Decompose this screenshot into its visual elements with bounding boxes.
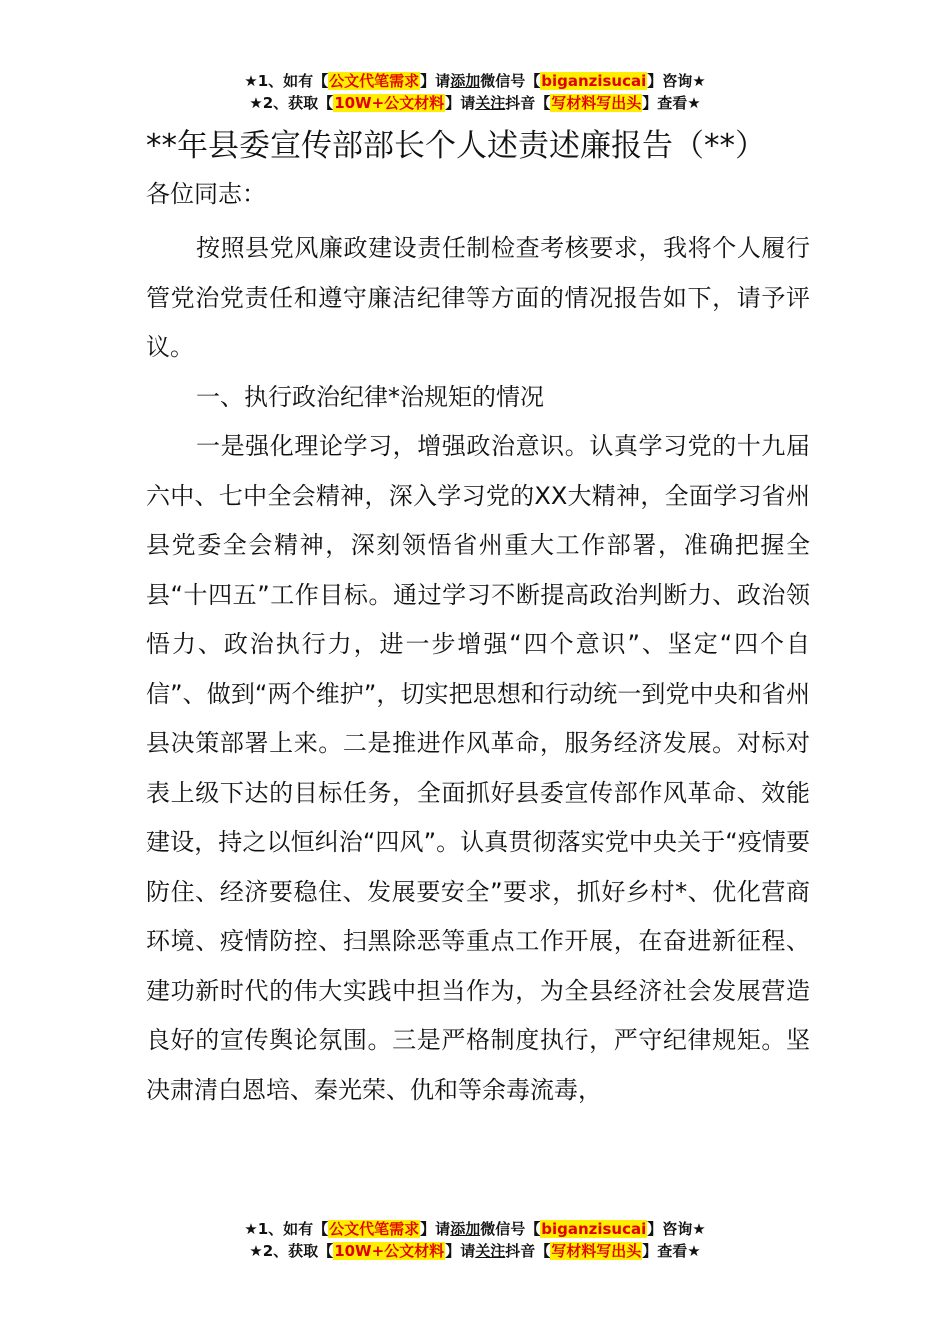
promo-text: 微信号【 (480, 1220, 541, 1238)
promo-text: ★2、获取【 (249, 1242, 334, 1260)
promo-emphasis: 关注 (475, 94, 506, 112)
promo-banner-top (0, 70, 950, 114)
promo-highlight: biganzisucai (541, 1220, 647, 1238)
promo-highlight: 公文代笔需求 (329, 72, 420, 90)
paragraph-intro: 按照县党风廉政建设责任制检查考核要求，我将个人履行管党治党责任和遵守廉洁纪律等方面的情况报告如下，请予评议。 (146, 234, 810, 361)
promo-highlight: 10W+公文材料 (334, 94, 445, 112)
document-title: **年县委宣传部部长个人述责述廉报告（**） (146, 128, 766, 164)
promo-line-1 (0, 1218, 950, 1240)
promo-text: 抖音【 (505, 94, 551, 112)
promo-line-2 (0, 92, 950, 114)
promo-emphasis: 添加 (450, 72, 481, 90)
document-body (146, 122, 810, 1115)
promo-text: 】咨询★ (647, 72, 706, 90)
promo-highlight: 写材料写出头 (551, 1242, 642, 1260)
promo-text: ★1、如有【 (244, 72, 329, 90)
promo-banner-bottom (0, 1218, 950, 1262)
promo-text: 】查看★ (642, 94, 701, 112)
promo-text: 抖音【 (505, 1242, 551, 1260)
promo-emphasis: 添加 (450, 1220, 481, 1238)
promo-highlight: 10W+公文材料 (334, 1242, 445, 1260)
promo-emphasis: 关注 (475, 1242, 506, 1260)
promo-highlight: 公文代笔需求 (329, 1220, 420, 1238)
promo-text: 】查看★ (642, 1242, 701, 1260)
promo-highlight: 写材料写出头 (551, 94, 642, 112)
promo-text: 】请 (445, 94, 476, 112)
promo-text: 】请 (420, 72, 451, 90)
promo-highlight: biganzisucai (541, 72, 647, 90)
promo-line-1 (0, 70, 950, 92)
salutation: 各位同志： (146, 180, 266, 208)
promo-text: 】请 (445, 1242, 476, 1260)
promo-text: ★1、如有【 (244, 1220, 329, 1238)
promo-text: 】咨询★ (647, 1220, 706, 1238)
promo-text: 】请 (420, 1220, 451, 1238)
promo-line-2 (0, 1240, 950, 1262)
promo-text: ★2、获取【 (249, 94, 334, 112)
promo-text: 微信号【 (480, 72, 541, 90)
paragraph-body: 一是强化理论学习，增强政治意识。认真学习党的十九届六中、七中全会精神，深入学习党的XX大精神，全面学习省州县党委全会精神，深刻领悟省州重大工作部署，准确把握全县“十四五”工作目标。通过学习不断提高政治判断力、政治领悟力、政治执行力，进一步增强“四个意识”、坚定“四个自信”、做到“两个维护”，切实把思想和行动统一到党中央和省州县决策部署上来。二是推进作风革命，服务经济发展。对标对表上级下达的目标任务，全面抓好县委宣传部作风革命、效能建设，持之以恒纠治“四风”。认真贯彻落实党中央关于“疫情要防住、经济要稳住、发展要安全”要求，抓好乡村*、优化营商环境、疫情防控、扫黑除恶等重点工作开展，在奋进新征程、建功新时代的伟大实践中担当作为，为全县经济社会发展营造良好的宣传舆论氛围。三是严格制度执行，严守纪律规矩。坚决肃清白恩培、秦光荣、仇和等余毒流毒， (146, 432, 810, 1104)
section-heading: 一、执行政治纪律*治规矩的情况 (196, 382, 544, 411)
